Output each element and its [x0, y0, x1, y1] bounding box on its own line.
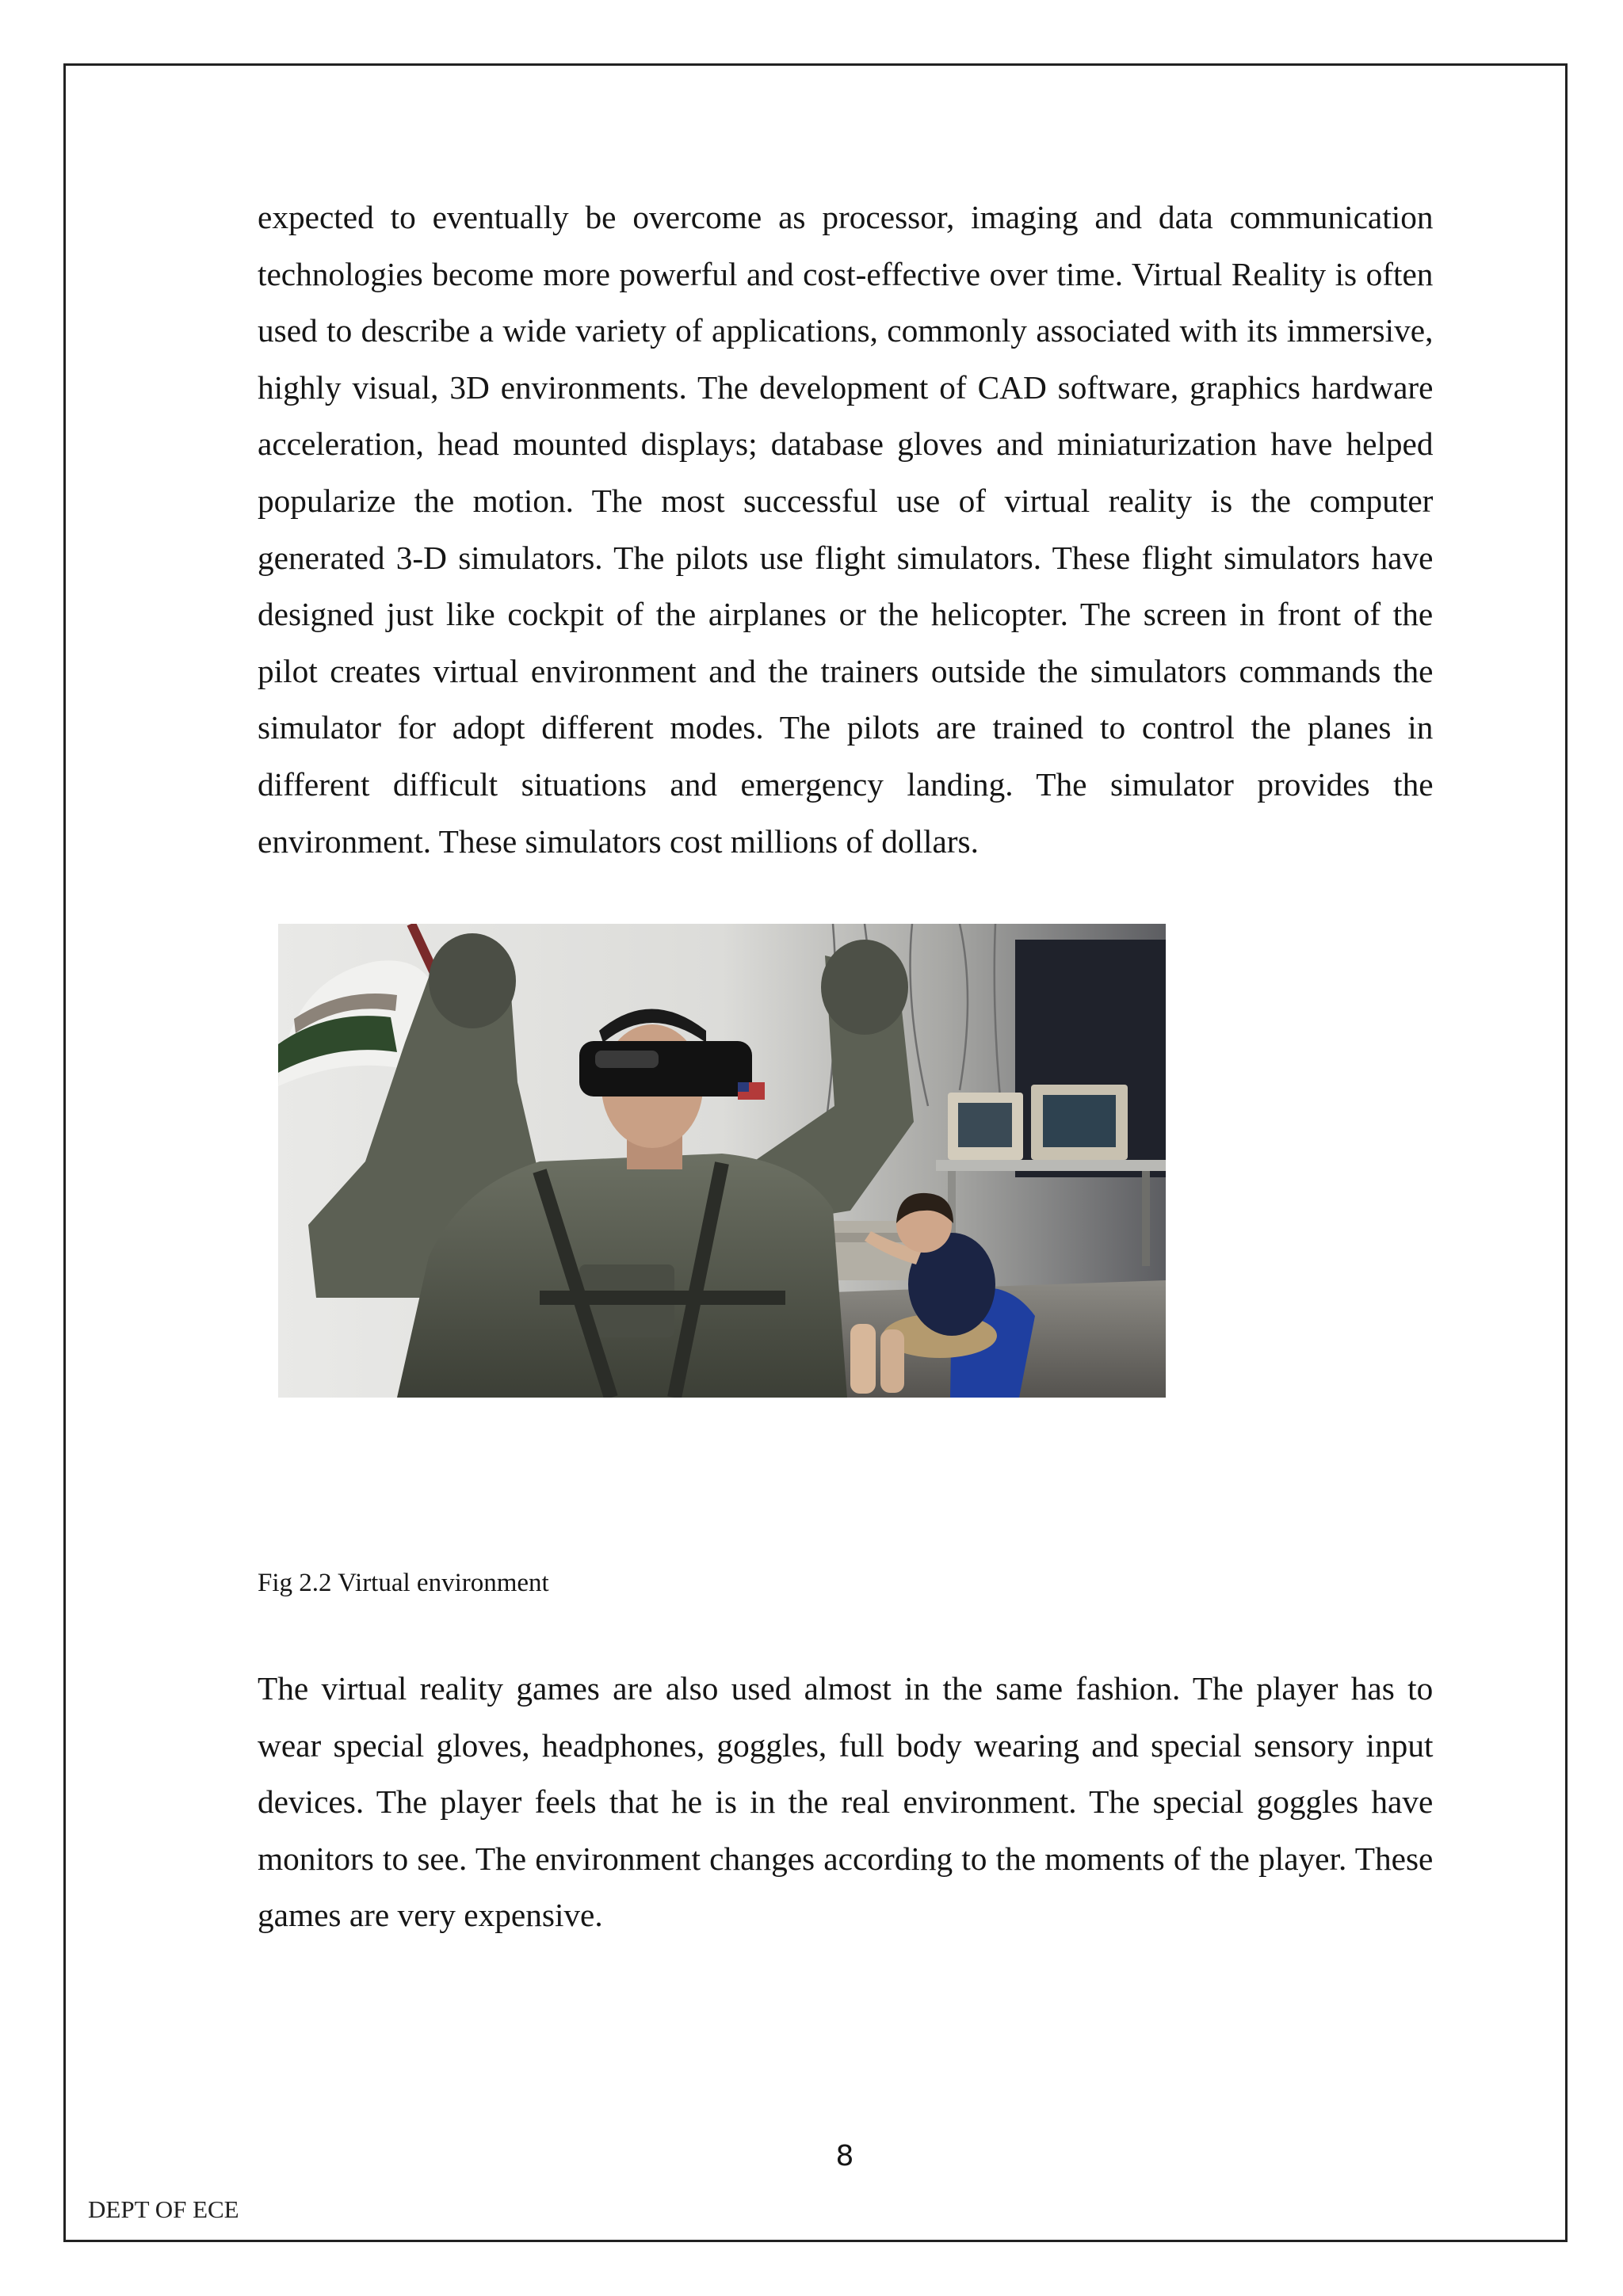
paragraph-line: [258, 530, 1434, 587]
photo-illustration: [278, 924, 1166, 1398]
figure-photo: [278, 924, 1166, 1398]
paragraph-line-text: pilot creates virtual environment and the trainers outside the simulators commands the: [258, 652, 1434, 689]
paragraph-line-text: The virtual reality games are also used almost in the same fashion. The player has to: [258, 1670, 1434, 1707]
paragraph-line-text: acceleration, head mounted displays; database gloves and miniaturization have helped: [258, 425, 1434, 463]
paragraph-line-text: popularize the motion. The most successful use of virtual reality is the computer: [258, 482, 1434, 519]
paragraph-line-text: designed just like cockpit of the airplanes or the helicopter. The screen in front of the: [258, 596, 1434, 633]
paragraph-line: [258, 1831, 1434, 1888]
vr-goggles: [579, 1041, 752, 1097]
paragraph-line: [258, 360, 1434, 417]
paragraph-line: [258, 189, 1434, 246]
paragraph-line: [258, 1887, 1434, 1944]
page-number: 8: [835, 2140, 854, 2172]
paragraph-line: [258, 586, 1434, 643]
paragraph-line-text: monitors to see. The environment changes according to the moments of the player. These: [258, 1840, 1434, 1877]
monitor-right-screen: [1043, 1095, 1116, 1147]
paragraph-line: [258, 246, 1434, 303]
paragraph-line-text: games are very expensive.: [258, 1897, 603, 1934]
paragraph-line-text: highly visual, 3D environments. The development of CAD software, graphics hardware: [258, 368, 1434, 406]
flag-patch-canton: [738, 1082, 749, 1092]
paragraph-line: [258, 303, 1434, 360]
paragraph-line-text: environment. These simulators cost millions of dollars.: [258, 822, 979, 860]
desk-top: [936, 1160, 1166, 1171]
footer-department: DEPT OF ECE: [88, 2195, 239, 2223]
paragraph-line-text: simulator for adopt different modes. The pilots are trained to control the planes in: [258, 709, 1434, 746]
seated-person-leg: [880, 1329, 904, 1393]
paragraph-line: [258, 1661, 1434, 1718]
soldier-left-glove: [429, 933, 516, 1028]
vr-goggles-highlight: [595, 1051, 659, 1068]
soldier-right-glove: [821, 940, 908, 1035]
desk-leg: [1142, 1171, 1150, 1266]
paragraph-line-text: used to describe a wide variety of applications, commonly associated with its immersive,: [258, 312, 1434, 349]
paragraph-line: [258, 700, 1434, 757]
paragraph-line-text: different difficult situations and emergency landing. The simulator provides the: [258, 765, 1434, 803]
paragraph-line: [258, 1774, 1434, 1831]
paragraph-line-text: generated 3-D simulators. The pilots use flight simulators. These flight simulators have: [258, 539, 1434, 576]
body-paragraph-1: [258, 189, 1434, 870]
seated-person-leg: [850, 1324, 876, 1394]
paragraph-line: [258, 473, 1434, 530]
paragraph-line: [258, 416, 1434, 473]
paragraph-line-text: technologies become more powerful and cost-effective over time. Virtual Reality is often: [258, 255, 1434, 292]
paragraph-line-text: wear special gloves, headphones, goggles, full body wearing and special sensory input: [258, 1726, 1434, 1764]
paragraph-line: [258, 643, 1434, 700]
paragraph-line: [258, 757, 1434, 814]
paragraph-line-text: devices. The player feels that he is in the real environment. The special goggles have: [258, 1783, 1434, 1821]
paragraph-line: [258, 1718, 1434, 1775]
monitor-left-screen: [958, 1103, 1012, 1147]
paragraph-line-text: expected to eventually be overcome as processor, imaging and data communication: [258, 199, 1434, 235]
figure-caption: Fig 2.2 Virtual environment: [258, 1569, 549, 1597]
body-paragraph-2: [258, 1661, 1434, 1944]
paragraph-line: [258, 814, 1434, 871]
